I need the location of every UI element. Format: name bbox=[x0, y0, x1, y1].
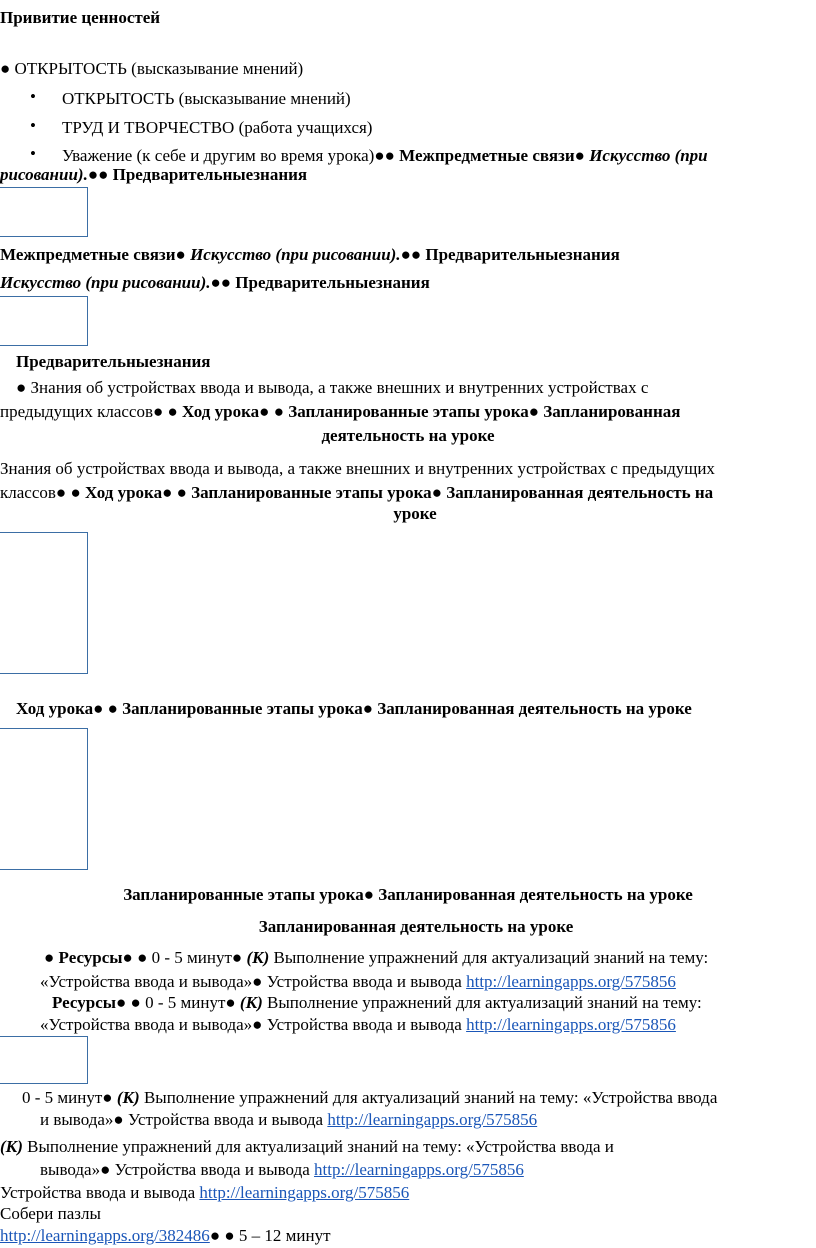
minutes-line: 0 - 5 минут● (К) Выполнение упражнений для актуализаций знаний на тему: «Устройства ввода bbox=[22, 1088, 718, 1107]
puzzle-line: Собери пазлы bbox=[0, 1204, 101, 1223]
etapy-line: Запланированные этапы урока● Запланированная деятельность на уроке bbox=[123, 885, 693, 904]
learningapps-link[interactable]: http://learningapps.org/575856 bbox=[327, 1110, 538, 1129]
empty-frame bbox=[0, 728, 88, 870]
topic-line: и вывода»● Устройства ввода и вывода http://learningapps.org/575856 bbox=[40, 1110, 538, 1129]
znaniya-line: ● Знания об устройствах ввода и вывода, а также внешних и внутренних устройствах с bbox=[16, 378, 649, 397]
learningapps-link[interactable]: http://learningapps.org/575856 bbox=[466, 972, 676, 991]
resursy-line: ● Ресурсы● ● 0 - 5 минут● (К) Выполнение упражнений для актуализаций знаний на тему: bbox=[44, 948, 709, 967]
centered-line: деятельность на уроке bbox=[321, 426, 495, 445]
list-item: ТРУД И ТВОРЧЕСТВО (работа учащихся) bbox=[62, 118, 373, 137]
znaniya-full-line: классов● ● Ход урока● ● Запланированные этапы урока● Запланированная деятельность на bbox=[0, 483, 714, 502]
empty-frame bbox=[0, 187, 88, 237]
deyat-heading: Запланированная деятельность на уроке bbox=[258, 917, 574, 936]
wrapped-line: рисовании).●● Предварительныезнания bbox=[0, 165, 308, 184]
values-bullet-line: ● ОТКРЫТОСТЬ (высказывание мнений) bbox=[0, 59, 304, 78]
page-title: Привитие ценностей bbox=[0, 8, 161, 27]
devices-line: Устройства ввода и вывода http://learningapps.org/575856 bbox=[0, 1183, 410, 1202]
list-item: ОТКРЫТОСТЬ (высказывание мнений) bbox=[62, 89, 351, 108]
list-marker: • bbox=[30, 87, 36, 106]
learningapps-puzzle-link[interactable]: http://learningapps.org/382486 bbox=[0, 1226, 210, 1245]
list-marker: • bbox=[30, 116, 36, 135]
learningapps-link[interactable]: http://learningapps.org/575856 bbox=[314, 1160, 524, 1179]
topic-line: вывода»● Устройства ввода и вывода http://learningapps.org/575856 bbox=[40, 1160, 524, 1179]
resursy-line: Ресурсы● ● 0 - 5 минут● (К) Выполнение упражнений для актуализаций знаний на тему: bbox=[52, 993, 702, 1012]
iskusstvo-line: Искусство (при рисовании).●● Предварительныезнания bbox=[0, 273, 430, 292]
empty-frame bbox=[0, 1036, 88, 1084]
topic-line: «Устройства ввода и вывода»● Устройства ввода и вывода http://learningapps.org/575856 bbox=[40, 1015, 676, 1034]
empty-frame bbox=[0, 296, 88, 346]
empty-frame bbox=[0, 532, 88, 674]
list-marker: • bbox=[30, 144, 36, 163]
znaniya-line: предыдущих классов● ● Ход урока● ● Запланированные этапы урока● Запланированная bbox=[0, 402, 681, 421]
centered-line: уроке bbox=[393, 504, 437, 523]
k-line: (К) Выполнение упражнений для актуализаций знаний на тему: «Устройства ввода и bbox=[0, 1137, 614, 1156]
znaniya-full-line: Знания об устройствах ввода и вывода, а также внешних и внутренних устройствах с предыдущих bbox=[0, 459, 715, 478]
predvar-heading: Предварительныезнания bbox=[16, 352, 211, 371]
learningapps-link[interactable]: http://learningapps.org/575856 bbox=[199, 1183, 410, 1202]
learningapps-link[interactable]: http://learningapps.org/575856 bbox=[466, 1015, 676, 1034]
hod-line: Ход урока● ● Запланированные этапы урока● Запланированная деятельность на уроке bbox=[16, 699, 692, 718]
list-item: Уважение (к себе и другим во время урока)●● Межпредметные связи● Искусство (при bbox=[62, 146, 708, 165]
topic-line: «Устройства ввода и вывода»● Устройства ввода и вывода http://learningapps.org/575856 bbox=[40, 972, 676, 991]
mezhpredmet-line: Межпредметные связи● Искусство (при рисовании).●● Предварительныезнания bbox=[0, 245, 620, 264]
puzzle-link-line: http://learningapps.org/382486● ● 5 – 12 минут bbox=[0, 1226, 331, 1245]
